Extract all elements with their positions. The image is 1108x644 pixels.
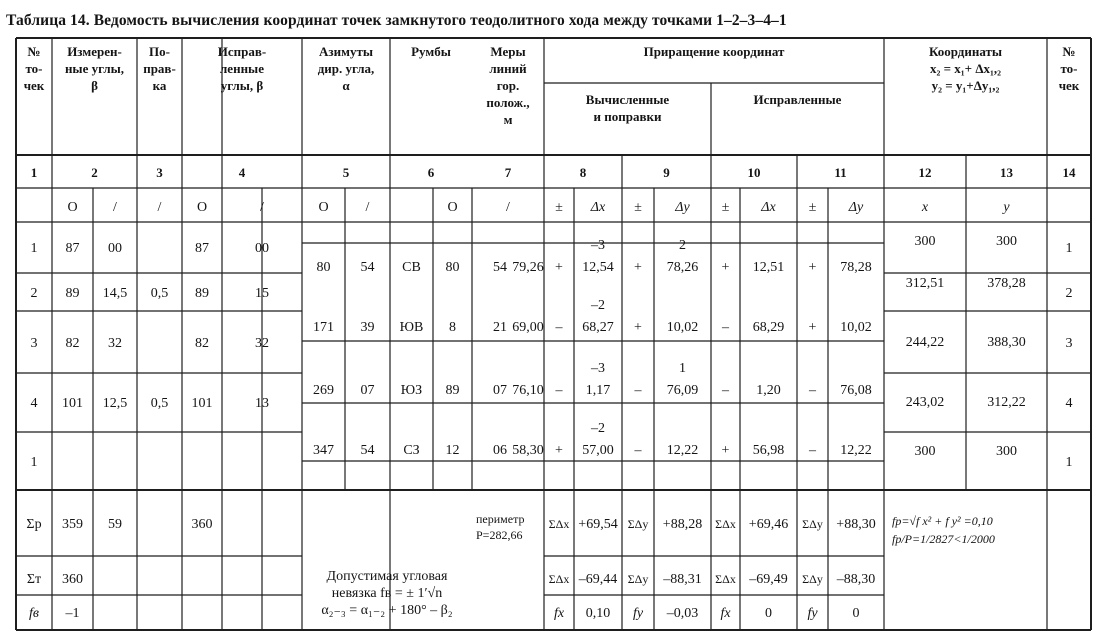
unit-label: О	[67, 200, 78, 215]
rumb-quarter: ЮЗ	[400, 383, 423, 398]
adj-dx: 1,20	[756, 383, 781, 398]
adj-dy: 12,22	[840, 443, 872, 458]
sum-value: –69,49	[749, 572, 788, 587]
line-length: 58,30	[512, 443, 544, 458]
rumb-min: 54	[493, 260, 507, 275]
coordinate-x: 312,51	[905, 276, 945, 291]
adj-dy-sign: +	[808, 320, 817, 335]
point-number: 1	[30, 455, 38, 470]
unit-label: Δx	[590, 200, 606, 215]
dx-value: 68,27	[582, 320, 614, 335]
column-number: 11	[834, 165, 847, 180]
sum-p-cdeg: 360	[191, 517, 213, 532]
sum-value: +69,46	[748, 517, 789, 532]
adj-dy: 10,02	[840, 320, 872, 335]
rumb-deg: 80	[445, 260, 460, 275]
header-col1: то-	[25, 61, 43, 76]
rumb-min: 07	[493, 383, 507, 398]
sum-t-label: Σт	[26, 572, 42, 587]
azimuth-min: 07	[360, 383, 375, 398]
azimuth-deg: 347	[313, 443, 334, 458]
corrected-angle-min: 00	[255, 241, 269, 256]
sum-value: –69,44	[578, 572, 618, 587]
header-col2: β	[91, 78, 98, 93]
adj-dx-sign: –	[722, 320, 729, 335]
adj-dy-sign: –	[809, 443, 816, 458]
column-number: 6	[427, 165, 435, 180]
measured-angle-min: 32	[108, 336, 122, 351]
table-caption: Таблица 14. Ведомость вычисления координат точек замкнутого теодолитного хода между точками 1–2–3–4–1	[6, 12, 787, 29]
header-col7: полож.,	[486, 95, 530, 110]
measured-angle-deg: 89	[65, 286, 80, 301]
dx-sign: +	[555, 260, 563, 275]
sum-label: ΣΔx	[548, 517, 570, 531]
sum-value: +88,28	[662, 517, 703, 532]
header-col7: гор.	[496, 78, 520, 93]
measured-angle-deg: 82	[65, 336, 80, 351]
perimeter-value: P=282,66	[476, 528, 523, 542]
azimuth-deg: 269	[313, 383, 334, 398]
column-number: 3	[156, 165, 163, 180]
point-number-right: 4	[1065, 396, 1073, 411]
coordinate-x: 244,22	[905, 335, 945, 350]
line-length: 79,26	[512, 260, 544, 275]
rumb-quarter: СЗ	[403, 443, 420, 458]
column-number: 12	[918, 165, 932, 180]
rumb-deg: 8	[449, 320, 456, 335]
adj-dx: 68,29	[752, 320, 785, 335]
sum-p-deg: 359	[62, 517, 83, 532]
adj-dx: 12,51	[752, 260, 785, 275]
column-number: 1	[30, 165, 38, 180]
header-col7: м	[503, 112, 513, 127]
sum-label: fy	[632, 606, 644, 621]
angular-tolerance-formula: невязка fв = ± 1′√n	[331, 586, 443, 601]
header-col4: ленные	[220, 61, 264, 76]
header-col12_13: y₂ = y₁+Δy₁,₂	[931, 78, 1000, 93]
sum-label: ΣΔy	[627, 572, 649, 586]
sum-value: 0,10	[585, 606, 611, 621]
dy-sign: +	[634, 260, 642, 275]
adj-dy: 78,28	[840, 260, 872, 275]
dy-value: 78,26	[666, 260, 699, 275]
sum-t-deg: 360	[62, 572, 83, 587]
header-col4: Исправ-	[217, 44, 267, 59]
unit-label: ±	[808, 200, 817, 215]
measured-angle-min: 14,5	[102, 286, 128, 301]
rumb-min: 06	[493, 443, 507, 458]
header-col5: дир. угла,	[317, 61, 375, 76]
header-col10_11: Исправленные	[753, 92, 842, 107]
angle-correction: 0,5	[150, 286, 169, 301]
perimeter-label: периметр	[476, 512, 525, 526]
unit-label: Δy	[675, 200, 690, 215]
unit-label: /	[506, 200, 510, 215]
header-col8-11: Приращение координат	[643, 44, 785, 59]
sum-label: ΣΔx	[715, 572, 736, 586]
angle-correction: 0,5	[150, 396, 169, 411]
unit-label: y	[1003, 200, 1010, 215]
azimuth-min: 54	[360, 260, 375, 275]
sum-value: 0	[765, 606, 772, 621]
coordinate-y: 388,30	[987, 335, 1026, 350]
unit-label: Δx	[761, 200, 776, 215]
dx-correction: –3	[591, 238, 605, 253]
unit-label: x	[921, 200, 929, 215]
header-col12_13: x₂ = x₁+ Δx₁,₂	[929, 61, 1002, 76]
sum-label: fx	[553, 606, 565, 621]
column-number: 9	[663, 165, 670, 180]
corrected-angle-deg: 82	[195, 336, 209, 351]
point-number-right: 1	[1065, 241, 1073, 256]
relative-misclosure: fр/P=1/2827<1/2000	[892, 532, 995, 546]
line-length: 69,00	[512, 320, 544, 335]
header-col2: Измерен-	[67, 44, 122, 59]
header-col2: ные углы,	[64, 61, 125, 76]
unit-label: /	[365, 200, 370, 215]
header-col5: α	[342, 78, 350, 93]
header-col7: Меры	[490, 44, 526, 59]
sum-value: +88,30	[836, 517, 876, 532]
dx-sign: –	[555, 320, 563, 335]
point-number: 1	[30, 241, 38, 256]
header-col3: прав-	[143, 61, 176, 76]
point-number: 4	[30, 396, 38, 411]
coordinate-x: 300	[914, 444, 936, 459]
adj-dx: 56,98	[752, 443, 785, 458]
point-number: 2	[30, 286, 38, 301]
unit-label: ±	[721, 200, 730, 215]
header-col8_9: Вычисленные	[585, 92, 670, 107]
unit-label: /	[260, 200, 264, 215]
header-col12_13: Координаты	[928, 44, 1003, 59]
dx-value: 1,17	[585, 383, 611, 398]
adj-dy-sign: –	[809, 383, 816, 398]
header-col14: №	[1062, 44, 1076, 59]
sum-value: 0	[852, 606, 860, 621]
rumb-quarter: СВ	[402, 260, 421, 275]
unit-label: /	[113, 200, 117, 215]
sum-label: ΣΔy	[802, 517, 823, 531]
column-number: 8	[579, 165, 587, 180]
column-number: 7	[504, 165, 512, 180]
dy-correction: 2	[679, 238, 686, 253]
header-col1: №	[27, 44, 41, 59]
unit-label: О	[196, 200, 208, 215]
rumb-deg: 89	[445, 383, 460, 398]
adj-dx-sign: –	[722, 383, 729, 398]
adj-dy: 76,08	[840, 383, 872, 398]
dx-correction: –3	[591, 361, 605, 376]
sum-label: ΣΔy	[802, 572, 823, 586]
unit-label: О	[318, 200, 329, 215]
header-col8_9: и поправки	[593, 109, 662, 124]
adj-dx-sign: +	[721, 260, 730, 275]
dx-correction: –2	[591, 421, 605, 436]
column-number: 13	[1000, 165, 1013, 180]
sum-value: –88,30	[836, 572, 876, 587]
line-length: 76,10	[512, 383, 544, 398]
dx-value: 12,54	[582, 260, 614, 275]
dy-sign: –	[634, 443, 642, 458]
sum-value: –88,31	[663, 572, 702, 587]
header-col4: углы, β	[220, 78, 264, 93]
column-number: 14	[1062, 165, 1076, 180]
corrected-angle-min: 15	[255, 286, 269, 301]
sum-value: +69,54	[578, 517, 618, 532]
rumb-deg: 12	[445, 443, 460, 458]
measured-angle-min: 12,5	[102, 396, 128, 411]
dy-value: 76,09	[666, 383, 699, 398]
adj-dy-sign: +	[808, 260, 817, 275]
header-col6: Румбы	[411, 44, 451, 59]
sum-label: ΣΔy	[627, 517, 649, 531]
coordinate-y: 300	[996, 444, 1017, 459]
header-col14: чек	[1058, 78, 1080, 93]
fb-deg: –1	[65, 606, 80, 621]
azimuth-min: 39	[360, 320, 375, 335]
azimuth-deg: 171	[313, 320, 334, 335]
sum-label: fx	[720, 606, 731, 621]
unit-label: ±	[555, 200, 563, 215]
measured-angle-deg: 101	[62, 396, 83, 411]
column-number: 10	[747, 165, 761, 180]
azimuth-deg: 80	[316, 260, 331, 275]
dy-correction: 1	[679, 361, 686, 376]
dx-correction: –2	[591, 298, 605, 313]
measured-angle-min: 00	[108, 241, 122, 256]
measured-angle-deg: 87	[65, 241, 80, 256]
dx-value: 57,00	[582, 443, 614, 458]
sum-label: ΣΔx	[548, 572, 570, 586]
sum-value: –0,03	[666, 606, 699, 621]
corrected-angle-min: 32	[255, 336, 269, 351]
dx-sign: –	[555, 383, 563, 398]
unit-label: О	[447, 200, 458, 215]
dy-value: 12,22	[666, 443, 699, 458]
angular-tolerance-note: Допустимая угловая	[326, 569, 448, 584]
header-col7: линий	[489, 61, 527, 76]
rumb-quarter: ЮВ	[399, 320, 424, 335]
header-col3: ка	[152, 78, 167, 93]
unit-label: ±	[634, 200, 642, 215]
header-col3: По-	[149, 44, 170, 59]
sum-label: fy	[807, 606, 818, 621]
coordinate-y: 378,28	[987, 276, 1026, 291]
sum-p-label: Σр	[26, 517, 42, 532]
corrected-angle-deg: 87	[195, 241, 209, 256]
column-number: 5	[342, 165, 350, 180]
sum-label: ΣΔx	[715, 517, 736, 531]
coordinate-x: 243,02	[905, 395, 945, 410]
corrected-angle-deg: 101	[191, 396, 213, 411]
coordinate-y: 300	[996, 234, 1017, 249]
unit-label: Δy	[848, 200, 864, 215]
fb-label: fв	[29, 606, 39, 621]
coordinate-y: 312,22	[987, 395, 1026, 410]
sum-p-min: 59	[108, 517, 122, 532]
point-number-right: 1	[1065, 455, 1073, 470]
header-col1: чек	[23, 78, 45, 93]
coordinate-x: 300	[914, 234, 936, 249]
point-number-right: 2	[1065, 286, 1073, 301]
rumb-min: 21	[493, 320, 507, 335]
dy-sign: –	[634, 383, 642, 398]
dx-sign: +	[555, 443, 563, 458]
linear-misclosure: fр=√f x² + f y² =0,10	[892, 514, 993, 528]
column-number: 4	[238, 165, 246, 180]
azimuth-min: 54	[360, 443, 375, 458]
point-number-right: 3	[1065, 336, 1073, 351]
point-number: 3	[30, 336, 38, 351]
adj-dx-sign: +	[721, 443, 730, 458]
dy-value: 10,02	[666, 320, 699, 335]
corrected-angle-deg: 89	[195, 286, 209, 301]
header-col14: то-	[1060, 61, 1078, 76]
dy-sign: +	[634, 320, 642, 335]
unit-label: /	[157, 200, 162, 215]
header-col5: Азимуты	[319, 44, 373, 59]
corrected-angle-min: 13	[255, 396, 269, 411]
column-number: 2	[91, 165, 98, 180]
azimuth-formula: α₂₋₃ = α₁₋₂ + 180° – β₂	[321, 603, 453, 618]
